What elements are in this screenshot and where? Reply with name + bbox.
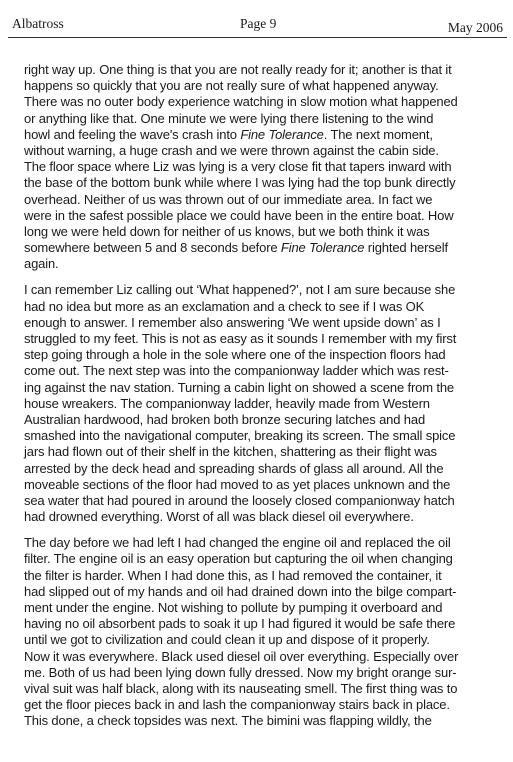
text-line: without warning, a huge crash and we were thrown against the cabin side. [24,142,439,158]
text-line: or anything like that. One minute we were lying there listening to the wind [24,110,434,126]
text-line: were in the safest possible place we could have been in the entire boat. How [24,207,454,223]
text-line: the filter is harder. When I had done this, as I had removed the container, it [24,567,442,583]
text-line: Australian hardwood, had broken both bronze securing latches and had [24,411,426,427]
text-line: enough to answer. I remember also answering ‘We went upside down’ as I [24,314,441,330]
text-line: struggled to my feet. This is not as easy as it sounds I remember with my first [24,331,457,346]
text-line: happens so quickly that you are not really sure of what happened anyway. [24,78,439,94]
text-line: Now it was everywhere. Black used diesel oil over everything. Especially over [24,648,459,664]
text-line: house wreakers. The companionway ladder, heavily made from Western [24,395,430,411]
text-line: again. [24,256,59,272]
header-rule [8,37,507,38]
text-line: having no oil absorbent pads to soak it up I had figured it would be safe there [24,616,456,632]
text-line: I can remember Liz calling out ‘What happened?’, not I am sure because she [24,282,456,298]
text-line: had slipped out of my hands and oil had drained down into the bilge compart- [24,583,457,599]
text-line: ing against the nav station. Turning a cabin light on showed a scene from the [24,379,455,395]
text-line: smashed into the navigational computer, breaking its screen. The small spice [24,428,456,444]
text-line: had drowned everything. Worst of all was black diesel oil everywhere. [24,509,414,525]
text-line: right way up. One thing is that you are not really ready for it; another is that it [24,62,452,77]
text-line: ment under the engine. Not wishing to pollute by pumping it overboard and [24,600,443,615]
text-line: come out. The next step was into the companionway ladder which was rest- [24,363,449,379]
text-line: the base of the bottom bunk while where I was lying had the top bunk directly [24,175,456,191]
text-line: filter. The engine oil is an easy operation but capturing the oil when changing [24,551,453,567]
page-header [12,16,503,38]
article-body [24,62,513,730]
text-line: somewhere between 5 and 8 seconds before Fine Tolerance righted herself [24,240,448,256]
boat-name: Fine Tolerance [280,240,365,256]
text-line: jars had flown out of their shelf in the kitchen, shattering as their flight was [24,444,437,460]
paragraph-gap [24,272,513,282]
text-line: vival suit was half black, along with its nauseating smell. The first thing was to [24,680,458,696]
text-line: arrested by the deck head and spreading shards of glass all around. All the [24,460,444,476]
text-line: had no idea but more as an exclamation and a check to see if I was OK [24,298,425,314]
text-line: until we got to civilization and could clean it up and dispose of it properly. [24,632,430,648]
text-line: The floor space where Liz was lying is a very close fit that tapers inward with [24,159,452,175]
text-line: step going through a hole in the sole where one of the inspection floors had [24,347,446,363]
text-line: long we were held down for neither of us knows, but we both think it was [24,223,430,239]
text-line: The day before we had left I had changed the engine oil and replaced the oil [24,535,451,551]
header-publication: Albatross [12,16,64,31]
header-page-number: Page 9 [240,16,277,31]
text-line: get the floor pieces back in and lash the companionway stairs back in place. [24,697,450,713]
header-date: May 2006 [447,20,503,35]
paragraph-gap [24,525,513,535]
paragraph-1 [24,62,513,272]
text-line: overhead. Neither of us was thrown out of our immediate area. In fact we [24,191,433,207]
paragraph-3 [24,535,513,729]
boat-name: Fine Tolerance [240,126,324,142]
paragraph-2 [24,282,513,525]
text-line: sea water that had poured in around the loosely closed companionway hatch [24,492,455,508]
text-line: This done, a check topsides was next. The bimini was flapping wildly, the [24,713,432,729]
text-line: howl and feeling the wave's crash into Fine Tolerance. The next moment, [24,126,433,142]
text-line: moveable sections of the floor had moved to as yet places unknown and the [24,476,451,492]
text-line: me. Both of us had been lying down fully dressed. Now my bright orange sur- [24,664,457,680]
text-line: There was no outer body experience watching in slow motion what happened [24,94,458,110]
